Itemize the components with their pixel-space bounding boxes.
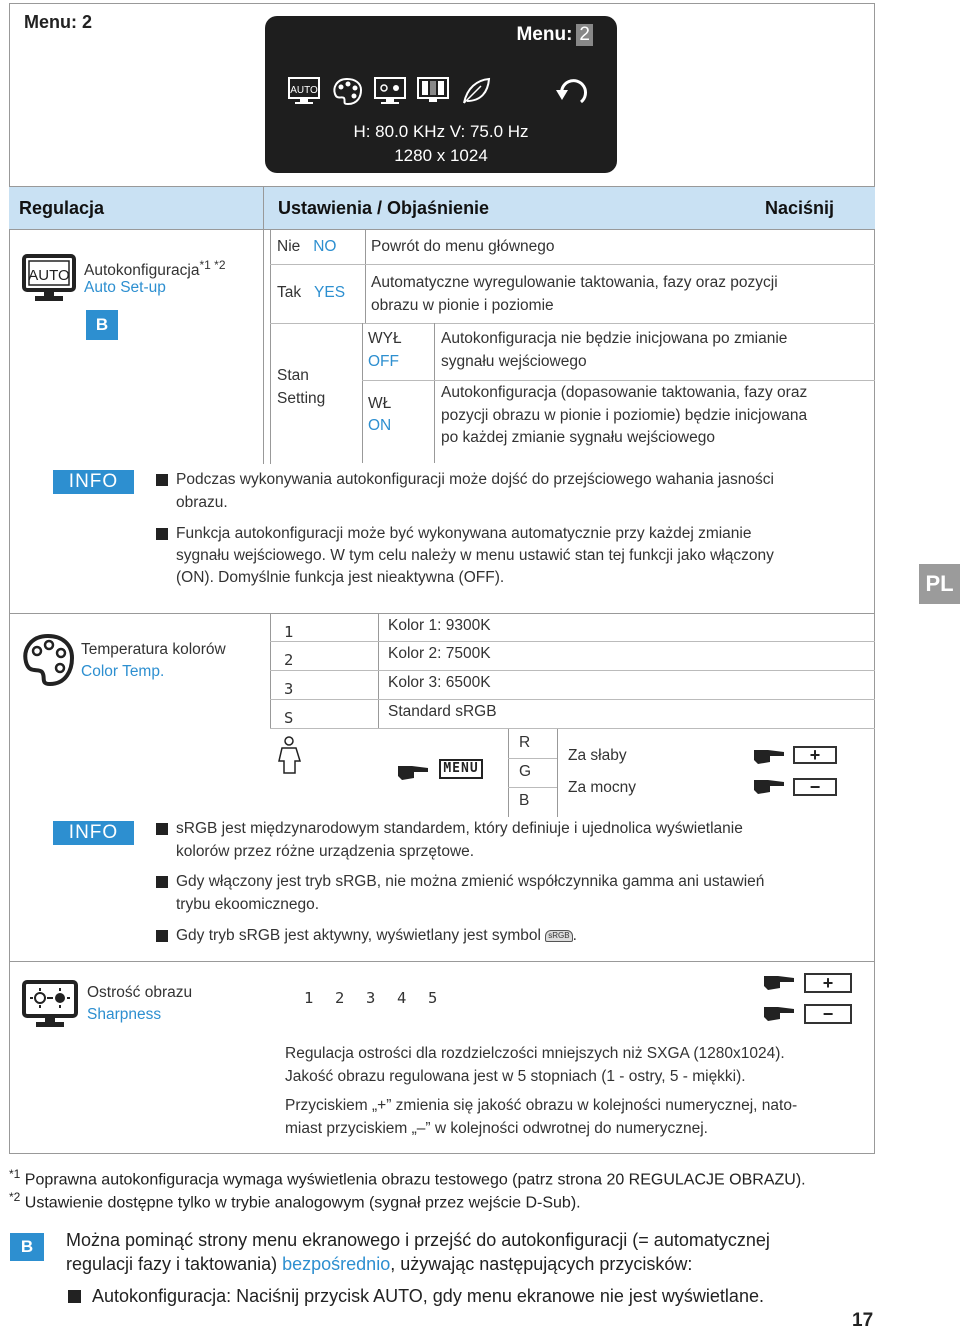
svg-text:AUTO: AUTO bbox=[290, 85, 318, 96]
pointing-hand-icon bbox=[752, 774, 786, 796]
bullet bbox=[68, 1290, 81, 1303]
plus-button[interactable]: + bbox=[793, 746, 837, 764]
option-no-pl: Nie bbox=[277, 238, 301, 255]
pointing-hand-icon bbox=[396, 760, 430, 782]
rgb-col-divider bbox=[508, 729, 509, 817]
color-option-label: Kolor 1: 9300K bbox=[388, 617, 491, 634]
rgb-b[interactable]: B bbox=[519, 792, 530, 809]
color-temp-subtitle: Color Temp. bbox=[81, 663, 165, 680]
osd-resolution: 1280 x 1024 bbox=[394, 146, 488, 165]
info1-b2-l2: sygnału wejściowego. W tym celu należy w menu ustawić stan tej funkcji jako włączony bbox=[176, 547, 774, 564]
too-strong-label: Za mocny bbox=[568, 779, 637, 796]
sharpness-desc-1-l1: Regulacja ostrości dla rozdzielczości mniejszych niż SXGA (1280x1024). bbox=[285, 1045, 785, 1062]
sharpness-desc-1-l2: Jakość obrazu regulowana jest w 5 stopniach (1 - ostry, 5 - miękki). bbox=[285, 1068, 746, 1085]
sharpness-subtitle: Sharpness bbox=[87, 1006, 162, 1023]
state-off-pl[interactable]: WYŁ bbox=[368, 330, 402, 347]
osd-signal-info bbox=[265, 120, 617, 168]
bullet bbox=[156, 930, 168, 942]
color-option-key[interactable]: 3 bbox=[284, 680, 294, 698]
info1-b1-l2: obrazu. bbox=[176, 494, 228, 511]
auto-subtitle: Auto Set-up bbox=[84, 279, 166, 296]
auto-col-divider bbox=[263, 230, 264, 464]
header-divider bbox=[263, 186, 264, 230]
footnote-2 bbox=[9, 1186, 581, 1214]
auto-footnote-marks: *1 *2 bbox=[199, 258, 226, 272]
state-off-en[interactable]: OFF bbox=[368, 353, 399, 370]
eco-leaf-icon[interactable] bbox=[459, 76, 493, 106]
bullet bbox=[156, 823, 168, 835]
direct-link[interactable]: bezpośrednio bbox=[282, 1254, 391, 1274]
sharpness-desc-2-l1: Przyciskiem „+” zmienia się jakość obrazu w kolejności numerycznej, nato- bbox=[285, 1097, 798, 1114]
state-on-desc-1: Autokonfiguracja (dopasowanie taktowania, fazy oraz bbox=[441, 384, 808, 401]
osd-menu-number: 2 bbox=[576, 24, 593, 46]
state-on-desc-2: pozycji obrazu w pionie i poziomie) będzie inicjowana bbox=[441, 407, 808, 424]
info2-b1-l1: sRGB jest międzynarodowym standardem, który definiuje i ujednolica wyświetlanie bbox=[176, 820, 743, 837]
footnote-2-text: Ustawienie dostępne tylko w trybie analogowym (sygnał przez wejście D-Sub). bbox=[24, 1194, 581, 1212]
color-option-label: Standard sRGB bbox=[388, 703, 497, 720]
footnote-2-mark: *2 bbox=[9, 1190, 21, 1204]
option-yes[interactable] bbox=[277, 282, 345, 304]
row-divider bbox=[270, 323, 875, 324]
color-option-key[interactable]: 2 bbox=[284, 651, 294, 669]
info2-b2-l2: trybu ekoomicznego. bbox=[176, 896, 320, 913]
section-divider bbox=[9, 961, 875, 962]
pointing-hand-icon bbox=[752, 744, 786, 766]
state-on-en[interactable]: ON bbox=[368, 417, 392, 434]
osd-menu-text: Menu: bbox=[516, 24, 573, 45]
state-off-desc-1: Autokonfiguracja nie będzie inicjowana po zmianie bbox=[441, 330, 788, 347]
svg-text:AUTO: AUTO bbox=[28, 267, 70, 284]
state-off-desc-2: sygnału wejściowego bbox=[441, 353, 587, 370]
auto-title: Autokonfiguracja bbox=[84, 262, 200, 280]
rgb-r[interactable]: R bbox=[519, 734, 531, 751]
image-settings-icon[interactable] bbox=[416, 76, 450, 106]
minus-button[interactable]: − bbox=[793, 778, 837, 796]
info1-b2-l1: Funkcja autokonfiguracji może być wykonywana automatycznie przy każdej zmianie bbox=[176, 525, 752, 542]
row-divider bbox=[270, 699, 875, 700]
state-label-en: Setting bbox=[277, 390, 326, 407]
bullet bbox=[156, 528, 168, 540]
option-no[interactable] bbox=[277, 236, 336, 258]
direct-button-badge: B bbox=[10, 1233, 44, 1261]
option-yes-desc-2: obrazu w pionie i poziomie bbox=[371, 297, 554, 314]
row-divider bbox=[270, 670, 875, 671]
info2-b3-text: Gdy tryb sRGB jest aktywny, wyświetlany jest symbol bbox=[176, 927, 541, 944]
state-label-pl: Stan bbox=[277, 367, 309, 384]
state-on-desc-3: po każdej zmianie sygnału wejściowego bbox=[441, 429, 715, 446]
osd-menu-indicator bbox=[516, 24, 593, 46]
pointing-hand-icon bbox=[762, 1001, 796, 1023]
color-col-divider-2 bbox=[378, 613, 379, 729]
option-yes-desc-1: Automatyczne wyregulowanie taktowania, fazy oraz pozycji bbox=[371, 274, 778, 291]
info-badge: INFO bbox=[53, 821, 134, 845]
row-divider bbox=[270, 728, 875, 729]
palette-icon[interactable] bbox=[330, 76, 364, 106]
info-badge: INFO bbox=[53, 470, 134, 494]
auto-monitor-icon bbox=[22, 254, 76, 304]
info2-b3-end: . bbox=[572, 927, 577, 944]
direct-button-badge: B bbox=[86, 310, 118, 340]
sharpness-levels[interactable]: 1 2 3 4 5 bbox=[304, 989, 439, 1007]
color-col-divider bbox=[270, 613, 271, 729]
color-option-label: Kolor 2: 7500K bbox=[388, 645, 491, 662]
osd-screen bbox=[265, 16, 617, 173]
bottom-line-1: Można pominąć strony menu ekranowego i przejść do autokonfiguracji (= automatycznej bbox=[66, 1230, 770, 1250]
back-arrow-icon[interactable] bbox=[553, 76, 589, 108]
state-col-divider bbox=[362, 323, 363, 463]
row-divider bbox=[508, 758, 557, 759]
pointing-hand-icon bbox=[762, 970, 796, 992]
option-no-en: NO bbox=[313, 238, 337, 255]
too-weak-label: Za słaby bbox=[568, 747, 627, 764]
option-no-desc: Powrót do menu głównego bbox=[371, 238, 555, 255]
auto-col-divider-2 bbox=[270, 230, 271, 464]
row-divider bbox=[270, 264, 875, 265]
row-divider bbox=[270, 641, 875, 642]
language-tab: PL bbox=[919, 564, 960, 604]
option-yes-pl: Tak bbox=[277, 284, 302, 301]
row-divider bbox=[362, 380, 875, 381]
row-divider bbox=[508, 787, 557, 788]
menu-button[interactable]: MENU bbox=[439, 759, 483, 779]
table-header bbox=[9, 186, 875, 230]
auto-setup-icon[interactable] bbox=[287, 76, 321, 106]
sharpness-icon[interactable] bbox=[373, 76, 407, 106]
menu-label: Menu: 2 bbox=[24, 12, 93, 32]
header-settings: Ustawienia / Objaśnienie bbox=[278, 198, 490, 218]
bottom-line-2a: regulacji fazy i taktowania) bbox=[66, 1254, 278, 1274]
minus-button[interactable]: − bbox=[804, 1004, 852, 1024]
option-yes-en: YES bbox=[314, 284, 346, 301]
footnote-1-text: Poprawna autokonfiguracja wymaga wyświetlenia obrazu testowego (patrz strona 20 REGULACJE OBRAZU). bbox=[24, 1171, 806, 1189]
sharpness-desc-2-l2: miast przyciskiem „–” w kolejności odwrotnej do numerycznej. bbox=[285, 1120, 708, 1137]
header-adjustment: Regulacja bbox=[19, 198, 105, 218]
footnote-1-mark: *1 bbox=[9, 1167, 21, 1181]
auto-col-divider-3 bbox=[365, 230, 366, 324]
header-press: Naciśnij bbox=[765, 198, 835, 218]
osd-frequency: H: 80.0 KHz V: 75.0 Hz bbox=[353, 122, 529, 141]
rgb-col-divider-2 bbox=[557, 729, 558, 817]
info2-b1-l2: kolorów przez różne urządzenia sprzętowe. bbox=[176, 843, 475, 860]
plus-button[interactable]: + bbox=[804, 973, 852, 993]
palette-icon bbox=[20, 632, 76, 688]
color-option-label: Kolor 3: 6500K bbox=[388, 674, 491, 691]
rgb-g[interactable]: G bbox=[519, 763, 532, 780]
color-option-key[interactable]: S bbox=[284, 709, 294, 727]
bottom-line-2 bbox=[66, 1252, 692, 1277]
color-temp-title: Temperatura kolorów bbox=[81, 641, 226, 658]
bottom-line-2b: , używając następujących przycisków: bbox=[390, 1254, 693, 1274]
bottom-bullet: Autokonfiguracja: Naciśnij przycisk AUTO, gdy menu ekranowe nie jest wyświetlane. bbox=[92, 1286, 764, 1306]
color-option-key[interactable]: 1 bbox=[284, 623, 294, 641]
osd-icon-row bbox=[287, 76, 493, 106]
info1-b1-l1: Podczas wykonywania autokonfiguracji może dojść do przejściowego wahania jasności bbox=[176, 471, 774, 488]
user-icon bbox=[276, 735, 306, 775]
info2-b3 bbox=[176, 925, 577, 947]
sharpness-monitor-icon bbox=[22, 980, 78, 1030]
info1-b2-l3: (ON). Domyślnie funkcja jest nieaktywna (OFF). bbox=[176, 569, 505, 586]
bullet bbox=[156, 474, 168, 486]
state-col-divider-2 bbox=[434, 323, 435, 463]
state-on-pl[interactable]: WŁ bbox=[368, 395, 392, 412]
srgb-symbol: sRGB bbox=[545, 930, 572, 942]
page-number: 17 bbox=[852, 1310, 874, 1331]
section-divider bbox=[9, 613, 875, 614]
info2-b2-l1: Gdy włączony jest tryb sRGB, nie można zmienić współczynnika gamma ani ustawień bbox=[176, 873, 765, 890]
sharpness-title: Ostrość obrazu bbox=[87, 984, 193, 1001]
bullet bbox=[156, 876, 168, 888]
